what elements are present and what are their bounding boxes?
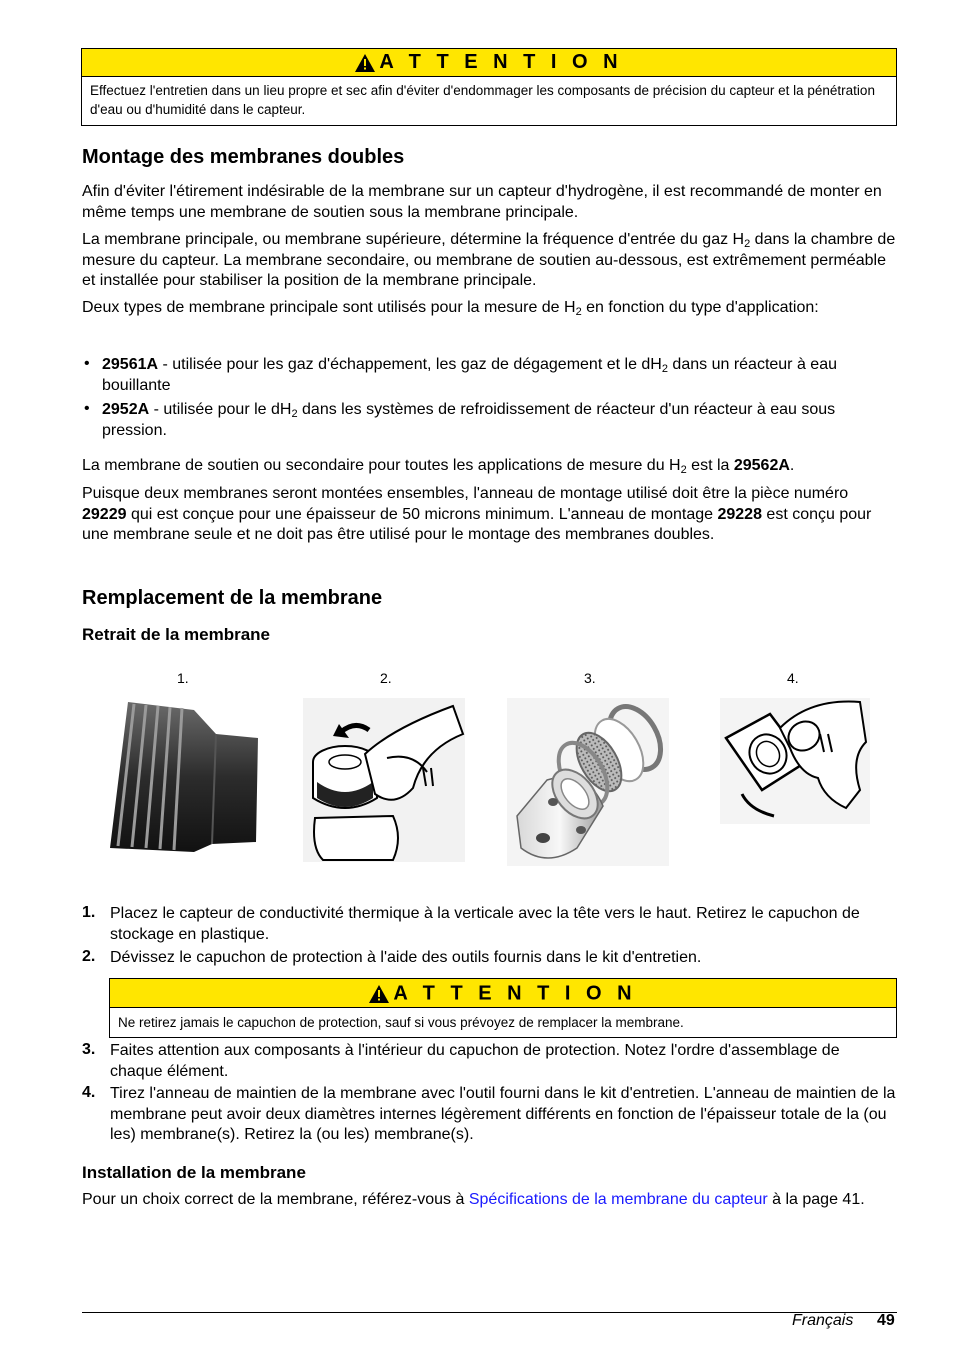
step-number: 1. — [82, 904, 96, 921]
step-text: Dévissez le capuchon de protection à l'aide des outils fournis dans le kit d'entretien. — [110, 949, 702, 966]
spec-link[interactable]: Spécifications de la membrane du capteur — [468, 1191, 768, 1208]
footer-divider — [82, 1312, 897, 1313]
subsection-heading: Retrait de la membrane — [82, 625, 271, 644]
attention-text: Ne retirez jamais le capuchon de protection, sauf si vous prévoyez de remplacer la membrane. — [118, 1015, 684, 1030]
bullet-marker: • — [84, 355, 90, 372]
membrane-components-illustration — [507, 698, 669, 866]
step-number: 3. — [82, 1041, 96, 1058]
attention-header — [110, 979, 896, 1008]
warning-icon — [369, 985, 389, 1003]
attention-box — [81, 48, 897, 126]
section-heading: Montage des membranes doubles — [82, 146, 405, 168]
subsection-heading: Installation de la membrane — [82, 1163, 306, 1182]
paragraph: Pour un choix correct de la membrane, référez-vous à Spécifications de la membrane du capteur à la page 41. — [82, 1191, 865, 1208]
step-text: Faites attention aux composants à l'intérieur du capuchon de protection. Notez l'ordre d'assemblage de chaque élément. — [110, 1042, 840, 1080]
paragraph: La membrane de soutien ou secondaire pour toutes les applications de mesure du $H_2$ est la 29562A. — [82, 457, 795, 476]
step-number: 2. — [82, 948, 96, 965]
footer-language: Français — [792, 1312, 854, 1329]
figure-label: 4. — [787, 670, 799, 686]
unscrew-cap-illustration — [303, 698, 465, 862]
paragraph: Puisque deux membranes seront montées ensembles, l'anneau de montage utilisé doit être la pièce numéro 29229 qui est conçue pour une épaisseur de 50 microns minimum. L'anneau de montage 29228 est conçu pour une membrane seule et ne doit pas être utilisé pour le montage des membranes doubles. — [82, 485, 872, 543]
attention-title: A T T E N T I O N — [379, 51, 623, 74]
attention-text: Effectuez l'entretien dans un lieu propre et sec afin d'éviter d'endommager les composants de précision du capteur et la pénétration d'eau ou d'humidité dans le capteur. — [90, 83, 875, 117]
figure-label: 2. — [380, 670, 392, 686]
page-number: 49 — [877, 1312, 895, 1329]
step-text: Tirez l'anneau de maintien de la membrane avec l'outil fourni dans le kit d'entretien. L'anneau de maintien de la membrane peut avoir deux diamètres internes légèrement différents en fonction de l'épaisseur totale de la (ou les) membrane(s). Retirez la (ou les) membrane(s). — [110, 1085, 896, 1143]
step-text: Placez le capteur de conductivité thermique à la verticale avec la tête vers le haut. Retirez le capuchon de stockage en plastique. — [110, 905, 860, 943]
paragraph: Deux types de membrane principale sont utilisés pour la mesure de $H_2$ en fonction du type d'application: — [82, 299, 819, 318]
figure-label: 1. — [177, 670, 189, 686]
sensor-cap-illustration — [104, 700, 264, 860]
attention-header — [82, 49, 896, 77]
step-number: 4. — [82, 1084, 96, 1101]
attention-title: A T T E N T I O N — [393, 982, 637, 1005]
retaining-ring-tool-illustration — [720, 698, 870, 824]
warning-icon — [355, 54, 375, 72]
section-heading: Remplacement de la membrane — [82, 587, 383, 609]
paragraph: La membrane principale, ou membrane supérieure, détermine la fréquence d'entrée du gaz $H_2$ dans la chambre de mesure du capteur. La membrane secondaire, ou membrane de soutien au-dessous, est extrêmement perméable et installée pour stabiliser la position de la membrane principale. — [82, 231, 896, 289]
bullet-item: 2952A - utilisée pour le $dH_2$ dans les systèmes de refroidissement de réacteur d'un réacteur à eau sous pression. — [102, 401, 836, 439]
bullet-item: 29561A - utilisée pour les gaz d'échappement, les gaz de dégagement et le $dH_2$ dans un réacteur à eau bouillante — [102, 356, 837, 394]
attention-box — [109, 978, 897, 1038]
paragraph: Afin d'éviter l'étirement indésirable de la membrane sur un capteur d'hydrogène, il est recommandé de monter en même temps une membrane de soutien sous la membrane principale. — [82, 183, 882, 221]
figure-label: 3. — [584, 670, 596, 686]
bullet-marker: • — [84, 400, 90, 417]
